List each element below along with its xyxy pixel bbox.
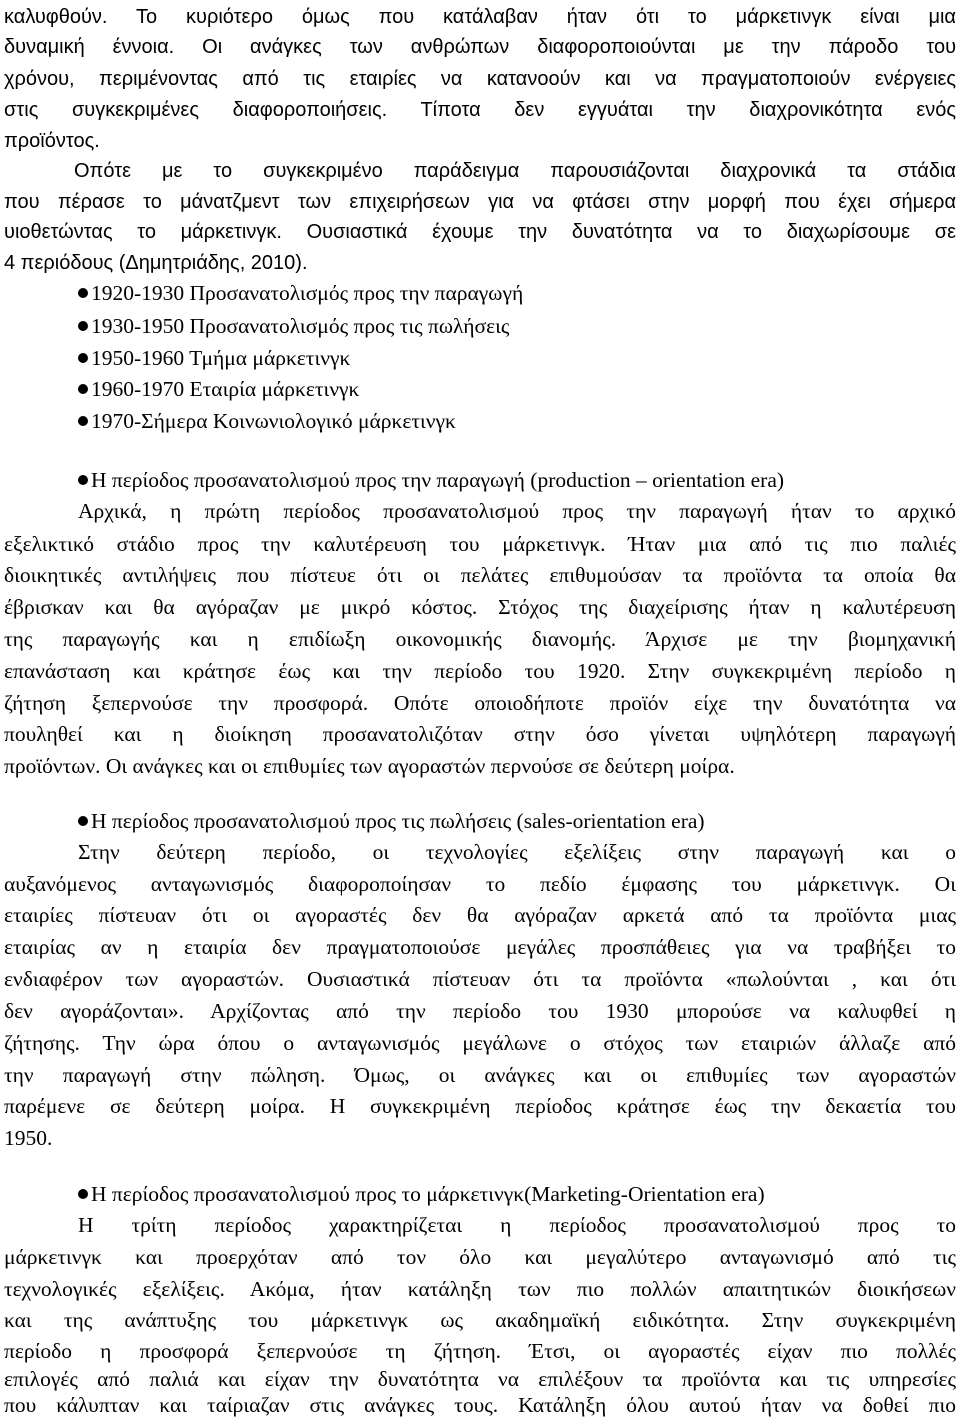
bullet-icon <box>78 384 88 394</box>
bullet-item <box>4 404 960 438</box>
line-text: χρόνου, περιμένοντας από τις εταιρίες να κατανοούν και να πραγματοποιούν ενέργειες <box>4 68 956 90</box>
line-text: καλυφθούν. Το κυριότερο όμως που κατάλαβαν ήταν ότι το μάρκετινγκ είναι μια <box>4 6 956 28</box>
line-31 <box>4 1026 956 1060</box>
line-0 <box>4 0 956 34</box>
line-text: την παραγωγή στην πώληση. Όμως, οι ανάγκες και οι επιθυμίες των αγοραστών <box>4 1063 956 1087</box>
line-text: 4 περιόδους (Δημητριάδης, 2010). <box>4 252 308 274</box>
line-18 <box>4 590 956 624</box>
line-text: Οπότε με το συγκεκριμένο παράδειγμα παρουσιάζονται διαχρονικά τα στάδια <box>74 160 956 182</box>
line-text: Αρχικά, η πρώτη περίοδος προσανατολισμού προς την παραγωγή ήταν το αρχικό <box>78 499 956 523</box>
bullet-icon <box>78 288 88 298</box>
line-text: δυναμική έννοια. Οι ανάγκες των ανθρώπων διαφοροποιούνται με την πάροδο του <box>4 36 956 58</box>
line-15 <box>4 494 956 528</box>
line-text: δεν αγοράζονται». Αρχίζοντας από την περίοδο του 1930 μπορούσε να καλυφθεί η <box>4 999 956 1023</box>
line-text: παρέμενε σε δεύτερη μοίρα. Η συγκεκριμένη περίοδος κράτησε έως την δεκαετία του <box>4 1094 956 1118</box>
line-text: Η τρίτη περίοδος χαρακτηρίζεται η περίοδος προσανατολισμού προς το <box>78 1213 956 1237</box>
line-text: της παραγωγής και η επιδίωξη οικονομικής διανομής. Άρχισε με την βιομηχανική <box>4 627 956 651</box>
line-text: μάρκετινγκ και προερχόταν από τον όλο και μεγαλύτερο ανταγωνισμό από τις <box>4 1245 956 1269</box>
line-text: τεχνολογικές εξελίξεις. Ακόμα, ήταν κατάληξη των πιο πολλών απαιτητικών διοικήσεων <box>4 1277 956 1301</box>
line-32 <box>4 1058 956 1092</box>
line-text: 1950. <box>4 1126 53 1150</box>
heading-text: Η περίοδος προσανατολισμού προς το μάρκετινγκ(Marketing-Orientation era) <box>91 1182 765 1206</box>
line-text: που κάλυπταν και ταίριαζαν στις ανάγκες τους. Κατάληξη όλου αυτού ήταν να δοθεί πιο <box>4 1393 956 1417</box>
line-text: πουληθεί και η διοίκηση προσανατολιζόταν στην όσο γίνεται υψηλότερη παραγωγή <box>4 722 956 746</box>
line-text: περίοδο η προσφορά ξεπερνούσε τη ζήτηση. Έτσι, οι αγοραστές είχαν πιο πολλές <box>4 1339 956 1363</box>
line-34 <box>4 1121 956 1155</box>
line-text: εταιρίας αν η εταιρία δεν πραγματοποιούσε μεγάλες προσπάθειες για να τραβήξει το <box>4 935 956 959</box>
line-38 <box>4 1272 956 1306</box>
line-text: διοικητικές αντιλήψεις που πίστευε ότι οι πελάτες επιθυμούσαν τα προϊόντα τα οποία θα <box>4 563 956 587</box>
line-25 <box>4 835 956 869</box>
line-text: προϊόντων. Οι ανάγκες και οι επιθυμίες των αγοραστών περνούσε σε δεύτερη μοίρα. <box>4 754 735 778</box>
line-text: ενδιαφέρον των αγοραστών. Ουσιαστικά πίστευαν ότι τα προϊόντα «πωλούνται , και ότι <box>4 967 956 991</box>
line-19 <box>4 622 956 656</box>
heading-text: Η περίοδος προσανατολισμού προς την παραγωγή (production – orientation era) <box>91 468 785 492</box>
line-17 <box>4 558 956 592</box>
bullet-icon <box>78 816 88 826</box>
bullet-text: 1960-1970 Εταιρία μάρκετινγκ <box>91 377 360 401</box>
line-39 <box>4 1303 956 1337</box>
bullet-item <box>4 372 960 406</box>
line-33 <box>4 1089 956 1123</box>
section-heading <box>4 463 960 497</box>
heading-text: Η περίοδος προσανατολισμού προς τις πωλήσεις (sales-orientation era) <box>91 809 705 833</box>
bullet-icon <box>78 1189 88 1199</box>
bullet-icon <box>78 353 88 363</box>
line-4 <box>4 124 956 158</box>
bullet-text: 1950-1960 Τμήμα μάρκετινγκ <box>91 346 351 370</box>
line-text: εξελικτικό στάδιο προς την καλυτέρευση του μάρκετινγκ. Ήταν μια από τις πιο παλιές <box>4 532 956 556</box>
bullet-item <box>4 341 960 375</box>
line-5 <box>4 154 956 188</box>
line-23 <box>4 749 956 783</box>
line-30 <box>4 994 956 1028</box>
line-20 <box>4 654 956 688</box>
line-2 <box>4 62 956 96</box>
line-text: στις συγκεκριμένες διαφοροποιήσεις. Τίποτα δεν εγγυάται την διαχρονικότητα ενός <box>4 99 956 121</box>
line-8 <box>4 246 956 280</box>
line-26 <box>4 867 956 901</box>
line-36 <box>4 1208 956 1242</box>
line-text: και της ανάπτυξης του μάρκετινγκ ως ακαδημαϊκή ειδικότητα. Στην συγκεκριμένη <box>4 1308 956 1332</box>
bullet-icon <box>78 416 88 426</box>
line-29 <box>4 962 956 996</box>
line-21 <box>4 686 956 720</box>
line-text: ζήτησης. Την ώρα όπου ο ανταγωνισμός μεγάλωνε ο στόχος των εταιριών άλλαζε από <box>4 1031 956 1055</box>
line-42 <box>4 1388 956 1422</box>
bullet-icon <box>78 475 88 485</box>
line-text: αυξανόμενος ανταγωνισμός διαφοροποίησαν το πεδίο έμφασης του μάρκετινγκ. Οι <box>4 872 956 896</box>
line-27 <box>4 898 956 932</box>
section-heading <box>4 804 960 838</box>
bullet-text: 1930-1950 Προσανατολισμός προς τις πωλήσεις <box>91 314 510 338</box>
line-37 <box>4 1240 956 1274</box>
line-text: που πέρασε το μάνατζμεντ των επιχειρήσεων για να φτάσει στην μορφή που έχει σήμερα <box>4 191 956 213</box>
line-22 <box>4 717 956 751</box>
line-text: επανάσταση και κράτησε έως και την περίοδο του 1920. Στην συγκεκριμένη περίοδο η <box>4 659 956 683</box>
section-heading <box>4 1177 960 1211</box>
line-28 <box>4 930 956 964</box>
line-7 <box>4 215 956 249</box>
line-text: επιλογές από παλιά και είχαν την δυνατότητα να επιλέξουν τα προϊόντα και τις υπηρεσίες <box>4 1367 956 1391</box>
line-text: εταιρίες πίστευαν ότι οι αγοραστές δεν θα αγόραζαν αρκετά από τα προϊόντα μιας <box>4 903 956 927</box>
line-text: ζήτηση ξεπερνούσε την προσφορά. Οπότε οποιοδήποτε προϊόν είχε την δυνατότητα να <box>4 691 956 715</box>
line-text: υιοθετώντας το μάρκετινγκ. Ουσιαστικά έχουμε την δυνατότητα να το διαχωρίσουμε σε <box>4 221 956 243</box>
line-text: προϊόντος. <box>4 130 100 152</box>
bullet-text: 1920-1930 Προσανατολισμός προς την παραγωγή <box>91 281 524 305</box>
line-text: έβρισκαν και θα αγόραζαν με μικρό κόστος. Στόχος της διαχείρισης ήταν η καλυτέρευση <box>4 595 956 619</box>
line-16 <box>4 527 956 561</box>
line-1 <box>4 30 956 64</box>
line-6 <box>4 185 956 219</box>
line-3 <box>4 93 956 127</box>
line-text: Στην δεύτερη περίοδο, οι τεχνολογίες εξελίξεις στην παραγωγή και ο <box>78 840 956 864</box>
bullet-icon <box>78 321 88 331</box>
bullet-item <box>4 309 960 343</box>
bullet-text: 1970-Σήμερα Κοινωνιολογικό μάρκετινγκ <box>91 409 456 433</box>
bullet-item <box>4 276 960 310</box>
